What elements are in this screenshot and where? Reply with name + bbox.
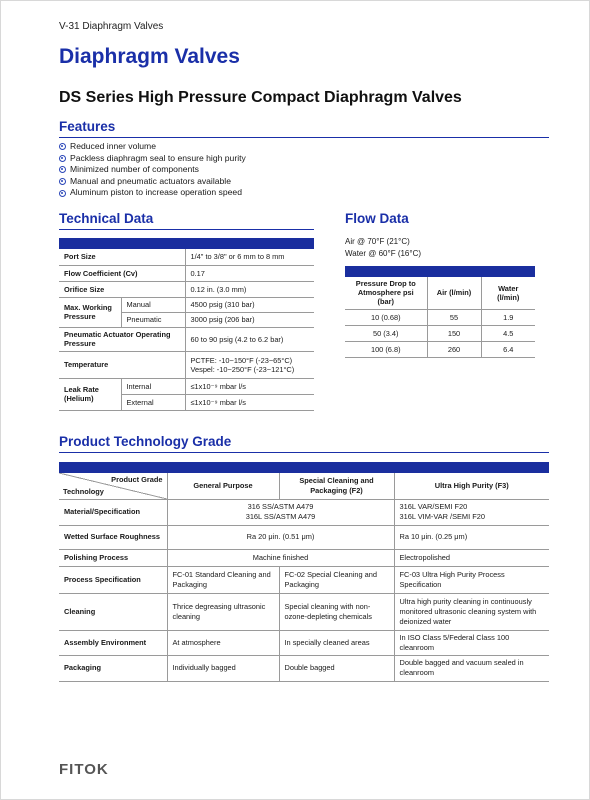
fitok-logo: FITOK — [59, 761, 109, 778]
table-row: Pneumatic Actuator Operating Pressure 60 to 90 psig (4.2 to 6.2 bar) — [59, 327, 314, 351]
table-row: Polishing Process Machine finished Electropolished — [59, 549, 549, 566]
table-row: Leak Rate (Helium) Internal ≤1x10⁻⁹ mbar l/s — [59, 378, 314, 394]
table-row: Pneumatic 3000 psig (206 bar) — [59, 312, 314, 327]
bullet-icon — [59, 190, 66, 197]
bullet-icon — [59, 143, 66, 150]
technical-data-heading: Technical Data — [59, 211, 314, 230]
bullet-icon — [59, 178, 66, 185]
running-head: V-31 Diaphragm Valves — [59, 21, 164, 32]
flow-note-air: Air @ 70°F (21°C) — [345, 237, 410, 246]
table-row: Max. Working Pressure Manual 4500 psig (310 bar) — [59, 297, 314, 312]
technical-data-table — [59, 238, 314, 411]
ptg-heading: Product Technology Grade — [59, 434, 549, 453]
feature-item: Manual and pneumatic actuators available — [59, 176, 246, 188]
corner-header: Product Grade Technology — [59, 473, 167, 499]
table-header-row: Product Grade Technology General Purpose Special Cleaning and Packaging (F2) Ultra High Purity (F3) — [59, 473, 549, 499]
product-grade-table — [59, 462, 549, 682]
table-row: 100 (6.8) 260 6.4 — [345, 341, 535, 357]
product-subtitle: DS Series High Pressure Compact Diaphragm Valves — [59, 89, 462, 106]
features-heading: Features — [59, 119, 549, 138]
table-row: Material/Specification 316 SS/ASTM A479 316L SS/ASTM A479 316L VAR/SEMI F20 316L VIM-VAR /SEMI F20 — [59, 499, 549, 525]
table-row: Packaging Individually bagged Double bagged Double bagged and vacuum sealed in cleanroom — [59, 655, 549, 681]
table-row: Port Size 1/4" to 3/8" or 6 mm to 8 mm — [59, 249, 314, 265]
table-row: 50 (3.4) 150 4.5 — [345, 325, 535, 341]
flow-data-heading: Flow Data — [345, 211, 409, 226]
feature-item: Packless diaphragm seal to ensure high purity — [59, 153, 246, 165]
flow-note-water: Water @ 60°F (16°C) — [345, 249, 422, 258]
table-row: Process Specification FC-01 Standard Cleaning and Packaging FC-02 Special Cleaning and Packaging FC-03 Ultra High Purity Process Specification — [59, 566, 549, 593]
features-list — [59, 141, 246, 199]
feature-item: Aluminum piston to increase operation speed — [59, 187, 246, 199]
table-row: Wetted Surface Roughness Ra 20 μin. (0.51 μm) Ra 10 μin. (0.25 μm) — [59, 525, 549, 549]
feature-item: Reduced inner volume — [59, 141, 246, 153]
table-header-row: Pressure Drop to Atmosphere psi (bar) Air (l/min) Water (l/min) — [345, 277, 535, 309]
table-row: Assembly Environment At atmosphere In specially cleaned areas In ISO Class 5/Federal Class 100 cleanroom — [59, 630, 549, 655]
table-row: External ≤1x10⁻⁹ mbar l/s — [59, 394, 314, 410]
table-row: Temperature PCTFE: -10~150°F (-23~65°C) Vespel: -10~250°F (-23~121°C) — [59, 351, 314, 378]
page-title: Diaphragm Valves — [59, 45, 240, 68]
table-row: Orifice Size 0.12 in. (3.0 mm) — [59, 281, 314, 297]
feature-item: Minimized number of components — [59, 164, 246, 176]
bullet-icon — [59, 166, 66, 173]
table-row: Flow Coefficient (Cv) 0.17 — [59, 265, 314, 281]
table-row: Cleaning Thrice degreasing ultrasonic cleaning Special cleaning with non-ozone-depleting chemicals Ultra high purity cleaning in continuously monitored ultrasonic cleaning system with deionized water — [59, 593, 549, 630]
bullet-icon — [59, 155, 66, 162]
flow-data-table — [345, 266, 535, 358]
table-row: 10 (0.68) 55 1.9 — [345, 309, 535, 325]
